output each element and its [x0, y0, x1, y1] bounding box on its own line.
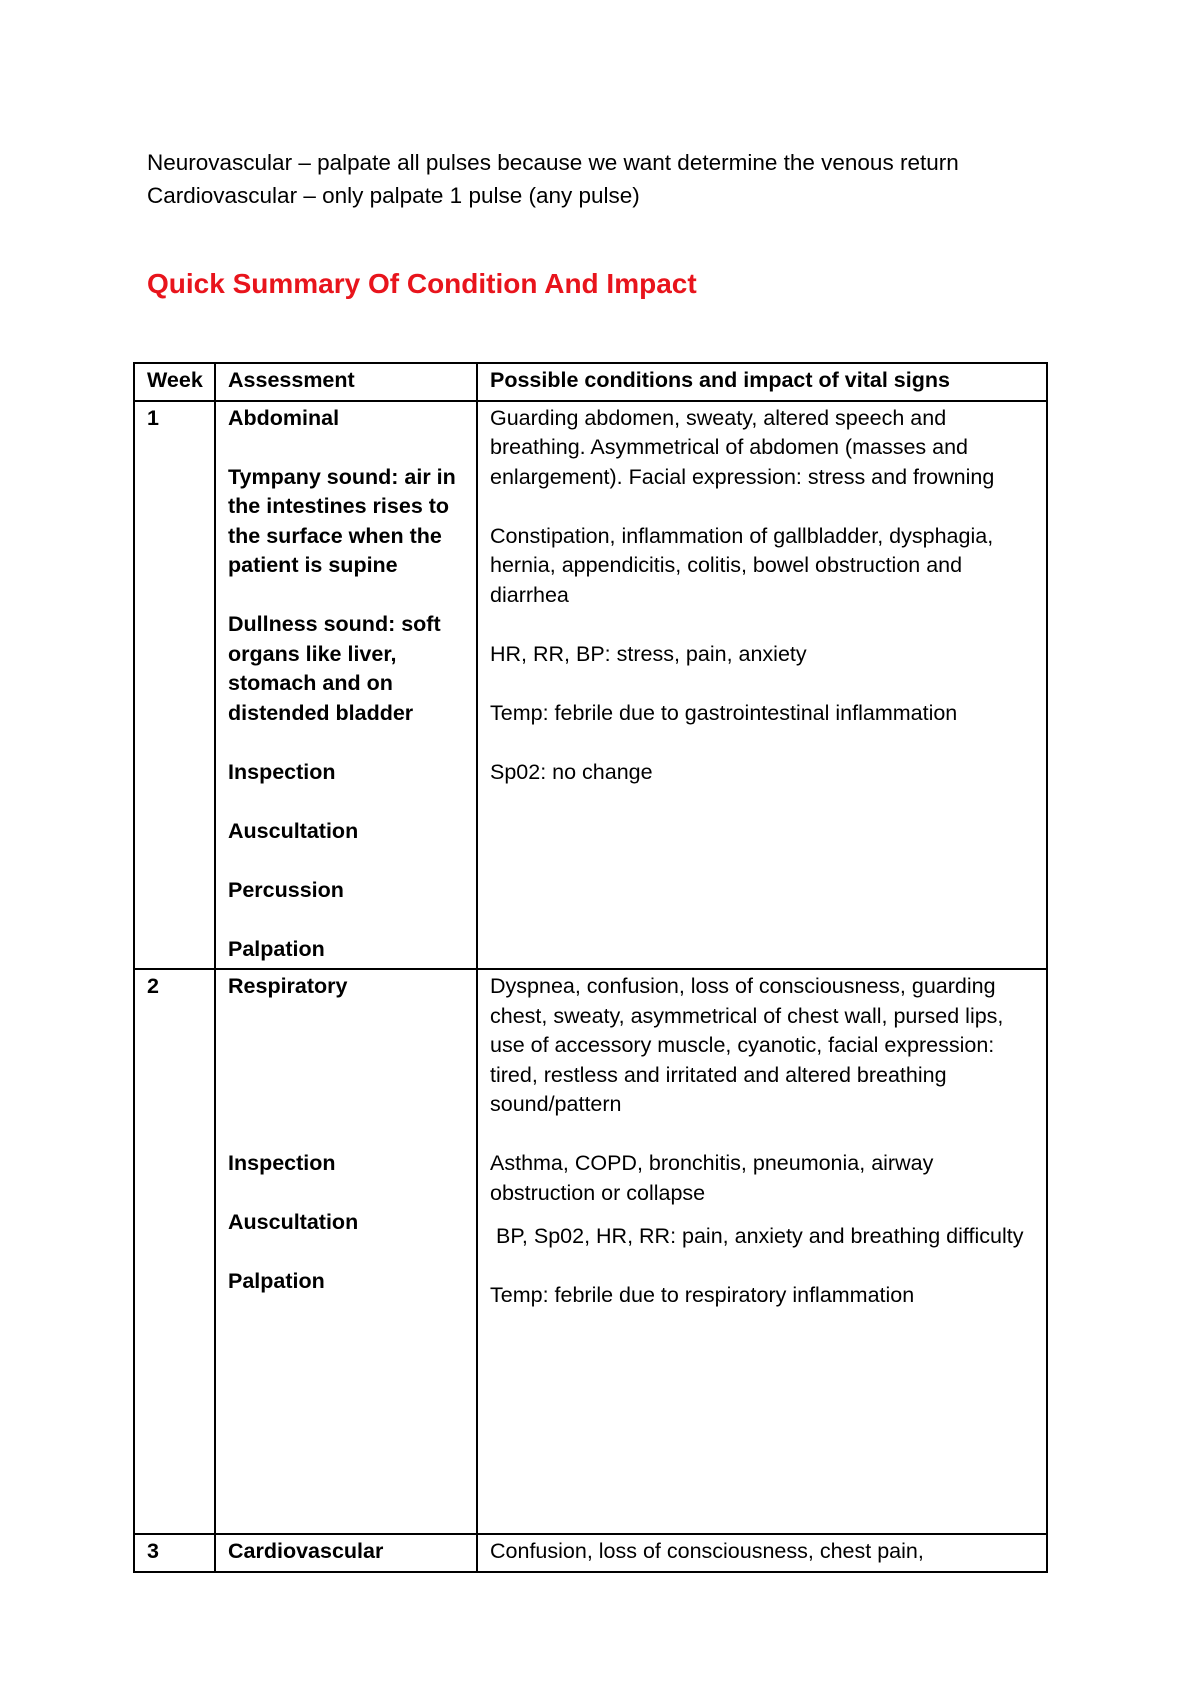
impact-vitals: BP, Sp02, HR, RR: pain, anxiety and breathing difficulty — [496, 1224, 1024, 1248]
impact-temp: Temp: febrile due to gastrointestinal inflammation — [490, 700, 958, 725]
impact-signs: Confusion, loss of consciousness, chest pain, — [490, 1539, 924, 1563]
intro-notes — [147, 146, 959, 212]
section-heading: Quick Summary Of Condition And Impact — [147, 268, 697, 299]
impact-cell — [477, 1534, 1047, 1572]
table-header-row — [134, 363, 1047, 401]
impact-signs: Guarding abdomen, sweaty, altered speech and breathing. Asymmetrical of abdomen (masses and enlargement). Facial expression: stress and frowning — [490, 405, 995, 489]
summary-table — [133, 362, 1048, 1573]
assessment-title: Abdominal — [228, 405, 340, 430]
intro-line-neurovascular: Neurovascular – palpate all pulses because we want determine the venous return — [147, 150, 959, 175]
assessment-title: Cardiovascular — [228, 1539, 384, 1563]
technique-auscultation: Auscultation — [228, 1209, 359, 1234]
impact-cell — [477, 401, 1047, 970]
header-week: Week — [134, 363, 215, 401]
assessment-title: Respiratory — [228, 974, 348, 998]
table-row — [134, 401, 1047, 970]
tympany-note: Tympany sound: air in the intestines rises to the surface when the patient is supine — [228, 464, 456, 577]
table-row — [134, 969, 1047, 1534]
dullness-note: Dullness sound: soft organs like liver, stomach and on distended bladder — [228, 612, 441, 725]
week-cell: 1 — [134, 401, 215, 970]
impact-temp: Temp: febrile due to respiratory inflammation — [490, 1283, 915, 1307]
week-cell: 2 — [134, 969, 215, 1534]
assessment-cell — [215, 969, 477, 1534]
technique-palpation: Palpation — [228, 936, 325, 961]
intro-line-cardiovascular: Cardiovascular – only palpate 1 pulse (any pulse) — [147, 183, 640, 208]
technique-palpation: Palpation — [228, 1268, 325, 1293]
impact-conditions: Constipation, inflammation of gallbladder, dysphagia, hernia, appendicitis, colitis, bowel obstruction and diarrhea — [490, 523, 994, 607]
impact-conditions: Asthma, COPD, bronchitis, pneumonia, airway obstruction or collapse — [490, 1151, 934, 1205]
assessment-cell — [215, 1534, 477, 1572]
technique-inspection: Inspection — [228, 759, 336, 784]
technique-percussion: Percussion — [228, 877, 344, 902]
table-row — [134, 1534, 1047, 1572]
impact-cell — [477, 969, 1047, 1534]
technique-inspection: Inspection — [228, 1150, 336, 1175]
impact-signs: Dyspnea, confusion, loss of consciousness, guarding chest, sweaty, asymmetrical of chest wall, pursed lips, use of accessory muscle, cyanotic, facial expression: tired, restless and irritated and altered breathing sound/pattern — [490, 974, 1004, 1116]
week-cell: 3 — [134, 1534, 215, 1572]
assessment-cell — [215, 401, 477, 970]
header-impact: Possible conditions and impact of vital signs — [477, 363, 1047, 401]
impact-spo2: Sp02: no change — [490, 759, 653, 784]
impact-vitals: HR, RR, BP: stress, pain, anxiety — [490, 641, 807, 666]
header-assessment: Assessment — [215, 363, 477, 401]
technique-auscultation: Auscultation — [228, 818, 359, 843]
